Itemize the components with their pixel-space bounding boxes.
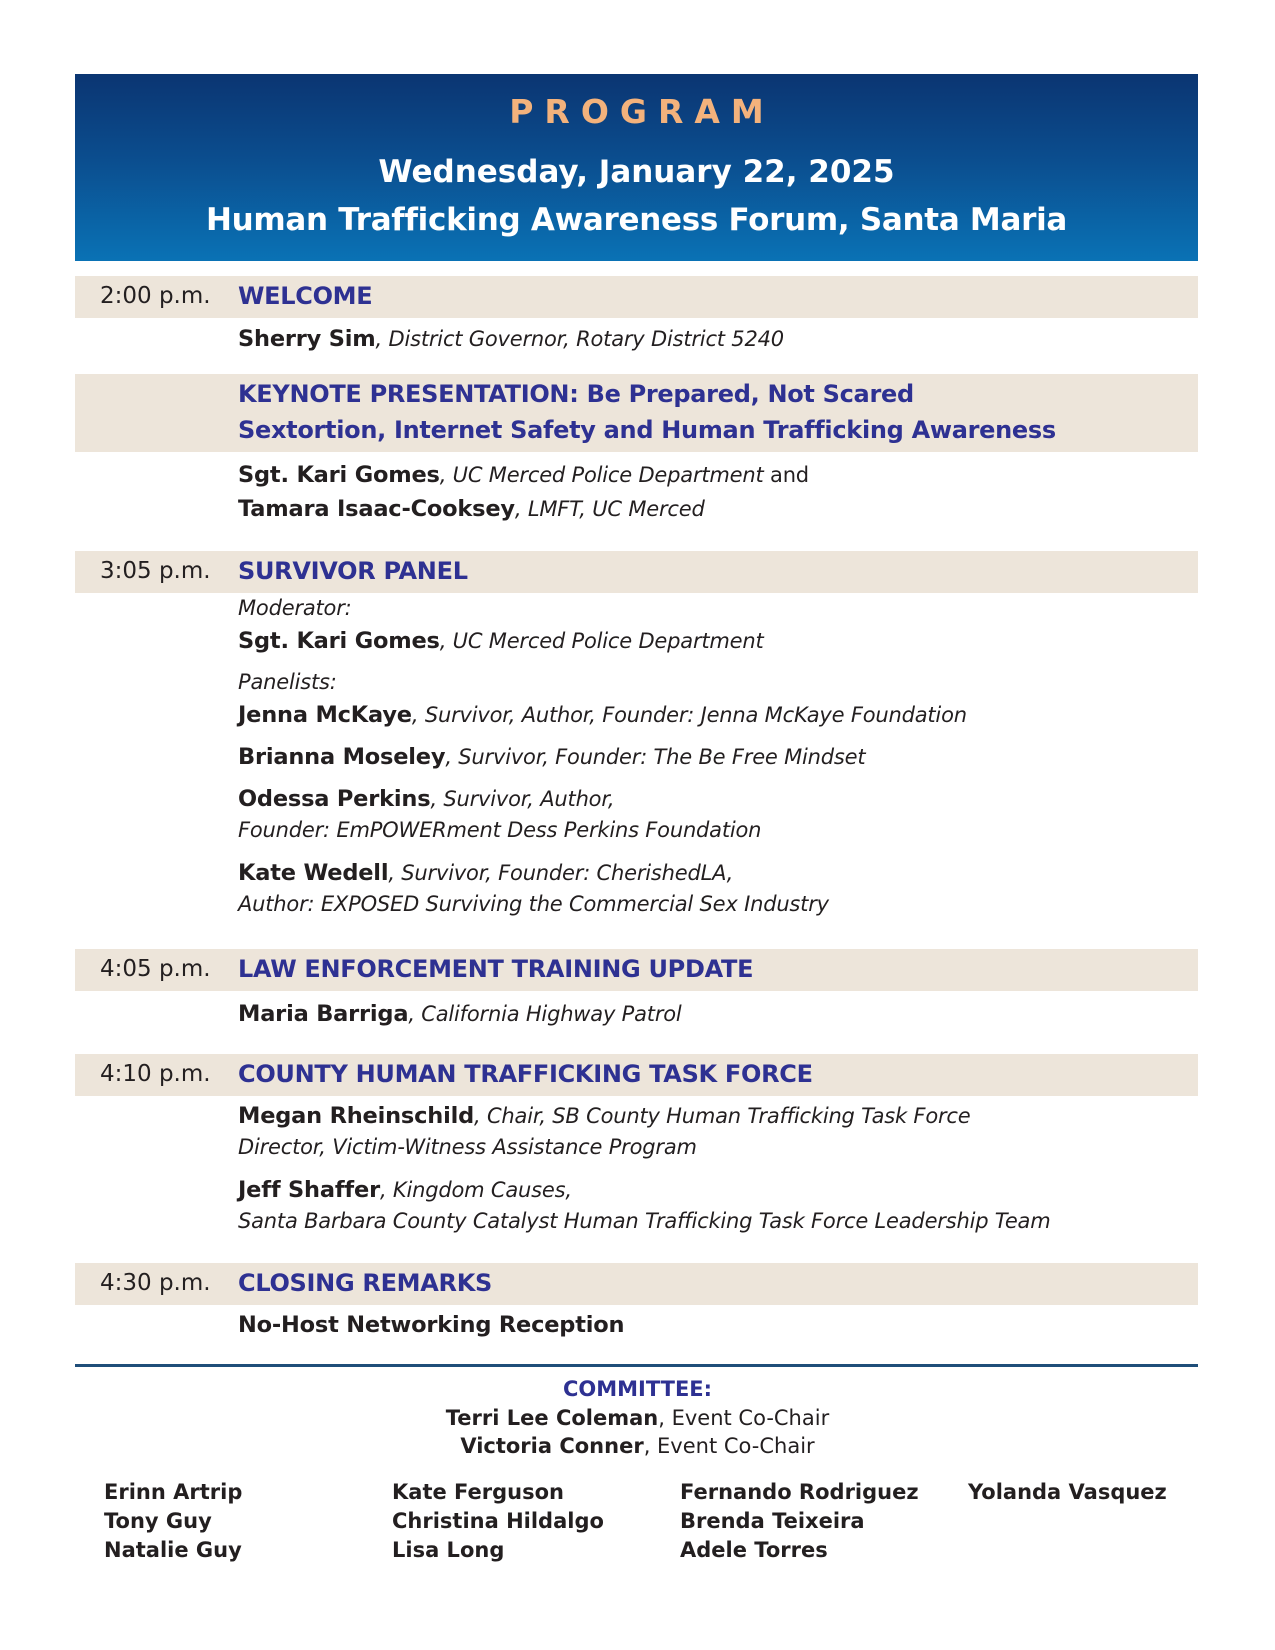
speaker-role: , Survivor, Founder: CherishedLA, — [388, 861, 734, 885]
survivor-panel-title: SURVIVOR PANEL — [238, 557, 468, 585]
law-enforcement-time: 4:05 p.m. — [100, 956, 211, 982]
closing-title: CLOSING REMARKS — [238, 1269, 493, 1297]
speaker-role: , Survivor, Founder: The Be Free Mindset — [445, 745, 866, 769]
committee-member: Christina Hildalgo — [392, 1509, 604, 1533]
and-text: and — [763, 463, 809, 487]
task-force-speaker-2-role-line2: Santa Barbara County Catalyst Human Trafficking Task Force Leadership Team — [238, 1209, 1051, 1233]
speaker-role: , UC Merced Police Department — [439, 463, 764, 487]
speaker-name: Sherry Sim — [238, 326, 376, 352]
program-header — [75, 74, 1198, 261]
committee-member: Lisa Long — [392, 1538, 505, 1562]
committee-member: Kate Ferguson — [392, 1480, 564, 1504]
networking-reception — [238, 1312, 624, 1338]
speaker-role: , LMFT, UC Merced — [514, 497, 705, 521]
speaker-name: Maria Barriga — [238, 1001, 409, 1027]
speaker-role: , Chair, SB County Human Trafficking Task Force — [474, 1104, 971, 1128]
committee-member: Fernando Rodriguez — [680, 1480, 919, 1504]
program-label: PROGRAM — [509, 92, 775, 131]
speaker-role: , Survivor, Author, — [430, 787, 615, 811]
speaker-name: Jeff Shaffer — [238, 1177, 380, 1203]
chair-name: Terri Lee Coleman — [445, 1406, 659, 1430]
divider — [75, 1364, 1198, 1367]
panelist-3 — [238, 786, 614, 812]
closing-time: 4:30 p.m. — [100, 1270, 211, 1296]
speaker-name: Sgt. Kari Gomes — [238, 628, 440, 654]
co-chair-2 — [0, 1434, 1275, 1458]
committee-member: Adele Torres — [680, 1538, 828, 1562]
panelist-1 — [238, 702, 967, 728]
panelist-2 — [238, 744, 865, 770]
task-force-time: 4:10 p.m. — [100, 1061, 211, 1087]
speaker-name: Tamara Isaac-Cooksey — [238, 496, 515, 522]
chair-role: , Event Co-Chair — [643, 1434, 815, 1458]
event-title: Human Trafficking Awareness Forum, Santa Maria — [205, 202, 1068, 238]
panelist-3-role-line2: Founder: EmPOWERment Dess Perkins Foundation — [238, 818, 762, 842]
moderator — [238, 628, 764, 654]
task-force-title: COUNTY HUMAN TRAFFICKING TASK FORCE — [238, 1060, 813, 1088]
keynote-title-line2: Sextortion, Internet Safety and Human Trafficking Awareness — [238, 416, 1056, 444]
committee-member: Brenda Teixeira — [680, 1509, 865, 1533]
chair-role: , Event Co-Chair — [658, 1406, 830, 1430]
welcome-speaker — [238, 326, 784, 352]
panelist-4-role-line2: Author: EXPOSED Surviving the Commercial Sex Industry — [238, 892, 829, 916]
panelists-label: Panelists: — [238, 670, 337, 694]
speaker-name: Odessa Perkins — [238, 786, 431, 812]
speaker-name: Megan Rheinschild — [238, 1103, 475, 1129]
task-force-speaker-2 — [238, 1177, 572, 1203]
speaker-name: Sgt. Kari Gomes — [238, 462, 440, 488]
committee-member: Tony Guy — [104, 1509, 212, 1533]
keynote-speaker-1 — [238, 462, 809, 488]
task-force-speaker-1 — [238, 1103, 970, 1129]
committee-member: Erinn Artrip — [104, 1480, 243, 1504]
task-force-speaker-1-role-line2: Director, Victim-Witness Assistance Program — [238, 1135, 697, 1159]
speaker-role: , California Highway Patrol — [408, 1002, 682, 1026]
panelist-4 — [238, 860, 733, 886]
survivor-panel-time: 3:05 p.m. — [100, 558, 211, 584]
speaker-name: Kate Wedell — [238, 860, 389, 886]
keynote-title-line1: KEYNOTE PRESENTATION: Be Prepared, Not Scared — [238, 380, 914, 408]
speaker-name: Jenna McKaye — [238, 702, 412, 728]
speaker-role: , Kingdom Causes, — [379, 1178, 572, 1202]
welcome-time: 2:00 p.m. — [100, 283, 211, 309]
welcome-title: WELCOME — [238, 282, 373, 310]
co-chair-1 — [0, 1406, 1275, 1430]
committee-member: Yolanda Vasquez — [968, 1480, 1167, 1504]
speaker-role: , UC Merced Police Department — [439, 629, 764, 653]
committee-member: Natalie Guy — [104, 1538, 242, 1562]
speaker-name: Brianna Moseley — [238, 744, 446, 770]
speaker-role: , Survivor, Author, Founder: Jenna McKaye Foundation — [411, 703, 967, 727]
event-date: Wednesday, January 22, 2025 — [378, 154, 895, 190]
committee-title: COMMITTEE: — [562, 1377, 713, 1401]
keynote-speaker-2 — [238, 496, 705, 522]
reception-label: No-Host Networking Reception — [238, 1312, 625, 1338]
law-enforcement-title: LAW ENFORCEMENT TRAINING UPDATE — [238, 955, 754, 983]
chair-name: Victoria Conner — [460, 1434, 644, 1458]
speaker-role: , District Governor, Rotary District 5240 — [375, 327, 784, 351]
law-enforcement-speaker — [238, 1001, 682, 1027]
moderator-label: Moderator: — [238, 596, 352, 620]
